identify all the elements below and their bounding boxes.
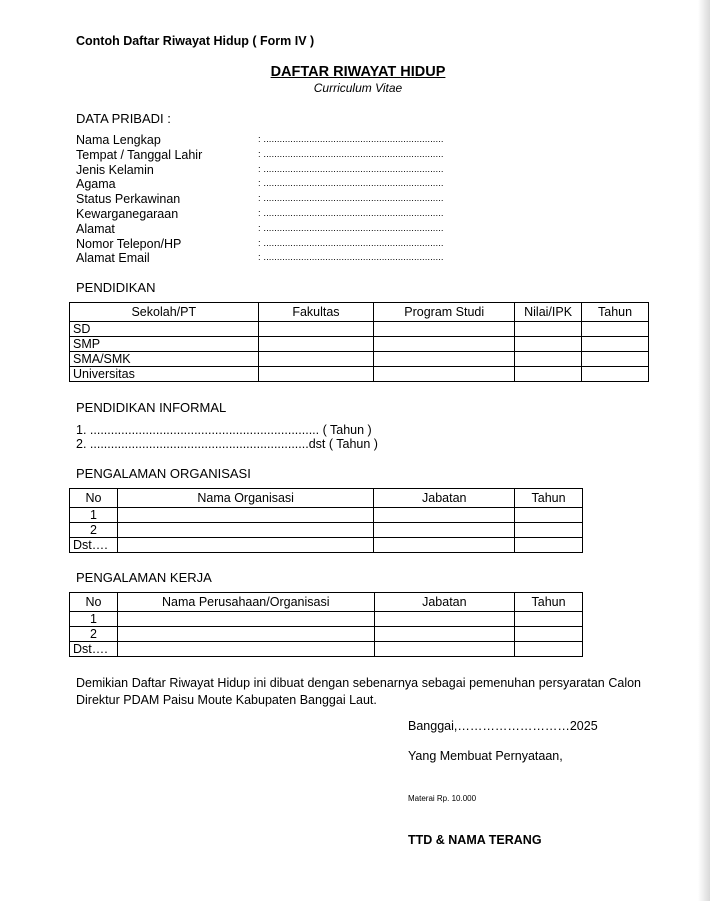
education-level: SMP [70,337,259,352]
education-level: SMA/SMK [70,352,259,367]
table-cell [117,612,374,627]
column-header: Nama Perusahaan/Organisasi [117,593,374,612]
table-row [70,627,583,642]
table-row [70,352,649,367]
field-blank: : ................................................................... [258,163,444,175]
signer-label: Yang Membuat Pernyataan, [408,749,563,763]
table-cell [374,642,515,657]
informal-line-1: 1. .................................................................. ( Tahun ) [76,423,372,437]
table-header-row [70,489,583,508]
table-cell [515,538,583,553]
table-row [70,538,583,553]
table-cell [582,367,649,382]
table-cell [374,322,515,337]
column-header: Tahun [582,303,649,322]
table-cell [117,508,373,523]
field-blank: : ................................................................... [258,207,444,219]
closing-statement: Demikian Daftar Riwayat Hidup ini dibuat dengan sebenarnya sebagai pemenuhan persyaratan Calon Direktur PDAM Paisu Moute Kabupaten Banggai Laut. [76,676,641,707]
kerja-table [69,592,583,657]
field-label: Jenis Kelamin [76,162,154,177]
field-blank: : ................................................................... [258,193,444,205]
field-label: Nomor Telepon/HP [76,236,182,251]
table-cell [258,322,374,337]
field-label: Kewarganegaraan [76,206,179,221]
table-cell [258,337,374,352]
table-cell [374,538,515,553]
document-subtitle: Curriculum Vitae [313,81,403,95]
page-edge-shadow [698,0,710,901]
column-header: Tahun [515,489,583,508]
row-number: 1 [70,612,118,627]
field-label: Alamat Email [76,251,150,266]
table-cell [515,337,582,352]
table-cell [582,337,649,352]
column-header: Tahun [515,593,583,612]
table-cell [515,627,583,642]
table-cell [374,612,515,627]
column-header: Jabatan [374,593,515,612]
table-cell [515,523,583,538]
table-cell [582,352,649,367]
field-blank: : ................................................................... [258,148,444,160]
pendidikan-heading: PENDIDIKAN [76,280,156,295]
column-header: No [70,489,118,508]
pendidikan-table [69,302,649,382]
table-row [70,642,583,657]
column-header: Nama Organisasi [117,489,373,508]
form-label: Contoh Daftar Riwayat Hidup ( Form IV ) [76,34,315,48]
data-pribadi-heading: DATA PRIBADI : [76,111,171,126]
table-row [70,612,583,627]
table-cell [515,612,583,627]
pengalaman-organisasi-heading: PENGALAMAN ORGANISASI [76,466,251,481]
table-cell [374,523,515,538]
table-cell [117,642,374,657]
pengalaman-kerja-heading: PENGALAMAN KERJA [76,570,212,585]
field-label: Alamat [76,221,115,236]
table-cell [117,523,373,538]
column-header: Jabatan [374,489,515,508]
table-cell [515,367,582,382]
signature-label: TTD & NAMA TERANG [408,833,542,847]
table-cell [374,352,515,367]
informal-line-2: 2. ...............................................................dst ( Tahun ) [76,437,378,451]
column-header: Nilai/IPK [515,303,582,322]
column-header: Fakultas [258,303,374,322]
table-cell [117,538,373,553]
field-label: Agama [76,177,116,192]
table-cell [515,508,583,523]
education-level: Universitas [70,367,259,382]
column-header: Program Studi [374,303,515,322]
place-date: Banggai,………………………2025 [408,719,598,733]
table-cell [374,508,515,523]
row-number: 2 [70,627,118,642]
table-header-row [70,593,583,612]
table-row [70,523,583,538]
pendidikan-informal-heading: PENDIDIKAN INFORMAL [76,400,227,415]
row-number: 1 [70,508,118,523]
row-number: 2 [70,523,118,538]
field-blank: : ................................................................... [258,222,444,234]
field-label: Nama Lengkap [76,133,161,147]
row-number: Dst…. [70,538,118,553]
field-blank: : ................................................................... [258,178,444,190]
field-blank: : ................................................................... [258,252,444,264]
table-row [70,322,649,337]
table-row [70,367,649,382]
field-blank: : ................................................................... [258,237,444,249]
table-cell [374,367,515,382]
education-level: SD [70,322,259,337]
table-cell [258,352,374,367]
field-blank: : ................................................................... [258,134,444,145]
column-header: No [70,593,118,612]
materai-label: Materai Rp. 10.000 [408,794,477,803]
table-cell [117,627,374,642]
organisasi-table [69,488,583,553]
field-label: Status Perkawinan [76,192,181,207]
table-cell [582,322,649,337]
table-cell [258,367,374,382]
table-header-row [70,303,649,322]
document-title: DAFTAR RIWAYAT HIDUP [270,64,446,80]
table-cell [515,322,582,337]
table-cell [374,627,515,642]
field-label: Tempat / Tanggal Lahir [76,147,203,162]
column-header: Sekolah/PT [70,303,259,322]
row-number: Dst…. [70,642,118,657]
table-cell [515,352,582,367]
table-row [70,508,583,523]
table-row [70,337,649,352]
table-cell [515,642,583,657]
table-cell [374,337,515,352]
